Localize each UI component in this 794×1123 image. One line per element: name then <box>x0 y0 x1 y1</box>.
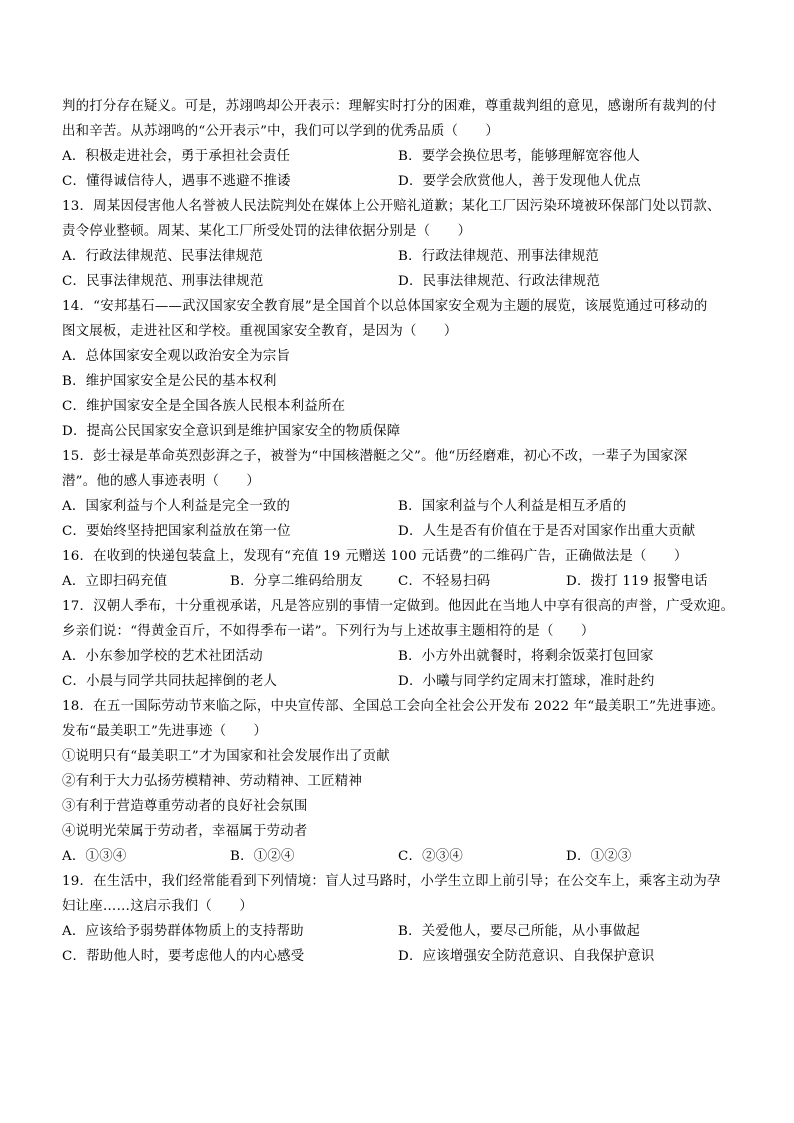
q17-stem-line-1: 17．汉朝人季布，十分重视承诺，凡是答应别的事情一定做到。他因此在当地人中享有很高的声誉，广受欢迎。 <box>62 599 735 614</box>
q19-option-a: A．应该给予弱势群体物质上的支持帮助 <box>62 924 304 939</box>
q16-stem: 16．在收到的快递包装盒上，发现有“充值 19 元赠送 100 元话费”的二维码广告，正确做法是（ ） <box>62 549 688 564</box>
q16-option-d: D．拨打 119 报警电话 <box>566 574 708 589</box>
q14-option-b: B．维护国家安全是公民的基本权利 <box>62 374 277 389</box>
q15-option-b: B．国家利益与个人利益是相互矛盾的 <box>398 499 627 514</box>
q19-stem-line-2: 妇让座……这启示我们（ ） <box>62 899 253 914</box>
q12-option-d: D．要学会欣赏他人，善于发现他人优点 <box>398 174 641 189</box>
q13-option-b: B．行政法律规范、刑事法律规范 <box>398 249 600 264</box>
q18-option-d: D．①②③ <box>566 849 632 864</box>
q13-stem-line-2: 责令停业整顿。周某、某化工厂所受处罚的法律依据分别是（ ） <box>62 224 472 239</box>
q15-option-c: C．要始终坚持把国家利益放在第一位 <box>62 524 291 539</box>
q15-option-a: A．国家利益与个人利益是完全一致的 <box>62 499 291 514</box>
q12-stem-line-2: 出和辛苦。从苏翊鸣的“公开表示”中，我们可以学到的优秀品质（ ） <box>62 124 500 139</box>
q13-option-a: A．行政法律规范、民事法律规范 <box>62 249 263 264</box>
q14-option-c: C．维护国家安全是全国各族人民根本利益所在 <box>62 399 346 414</box>
q14-option-a: A．总体国家安全观以政治安全为宗旨 <box>62 349 291 364</box>
q19-option-c: C．帮助他人时，要考虑他人的内心感受 <box>62 949 305 964</box>
q18-stem-line-1: 18．在五一国际劳动节来临之际，中央宣传部、全国总工会向全社会公开发布 2022 年“最美职工”先进事迹。 <box>62 699 725 714</box>
q17-option-b: B．小方外出就餐时，将剩余饭菜打包回家 <box>398 649 654 664</box>
q19-option-b: B．关爱他人，要尽己所能，从小事做起 <box>398 924 640 939</box>
q18-statement-4: ④说明光荣属于劳动者，幸福属于劳动者 <box>62 824 308 839</box>
q15-stem-line-1: 15．彭士禄是革命英烈彭湃之子，被誉为“中国核潜艇之父”。他“历经磨难，初心不改，一辈子为国家深 <box>62 449 688 464</box>
q14-stem-line-1: 14．“安邦基石——武汉国家安全教育展”是全国首个以总体国家安全观为主题的展览，该展览通过可移动的 <box>62 299 708 314</box>
q16-option-b: B．分享二维码给朋友 <box>230 574 363 589</box>
q18-statement-1: ①说明只有“最美职工”才为国家和社会发展作出了贡献 <box>62 749 390 764</box>
q18-statement-2: ②有利于大力弘扬劳模精神、劳动精神、工匠精神 <box>62 774 363 789</box>
q12-stem-line-1: 判的打分存在疑义。可是，苏翊鸣却公开表示：理解实时打分的困难，尊重裁判组的意见，感谢所有裁判的付 <box>62 99 717 114</box>
q16-option-a: A．立即扫码充值 <box>62 574 168 589</box>
q18-option-a: A．①③④ <box>62 849 127 864</box>
q19-option-d: D．应该增强安全防范意识、自我保护意识 <box>398 949 655 964</box>
q12-option-c: C．懂得诚信待人，遇事不逃避不推诿 <box>62 174 291 189</box>
q13-option-d: D．民事法律规范、行政法律规范 <box>398 274 600 289</box>
q18-option-b: B．①②④ <box>230 849 295 864</box>
q12-option-a: A．积极走进社会，勇于承担社会责任 <box>62 149 291 164</box>
q14-stem-line-2: 图文展板，走进社区和学校。重视国家安全教育，是因为（ ） <box>62 324 458 339</box>
q18-option-c: C．②③④ <box>398 849 464 864</box>
q16-option-c: C．不轻易扫码 <box>398 574 491 589</box>
q17-stem-line-2: 乡亲们说：“得黄金百斤，不如得季布一诺”。下列行为与上述故事主题相符的是（ ） <box>62 624 595 639</box>
q15-option-d: D．人生是否有价值在于是否对国家作出重大贡献 <box>398 524 696 539</box>
q13-stem-line-1: 13．周某因侵害他人名誉被人民法院判处在媒体上公开赔礼道歉；某化工厂因污染环境被环保部门处以罚款、 <box>62 199 721 214</box>
q13-option-c: C．民事法律规范、刑事法律规范 <box>62 274 264 289</box>
q19-stem-line-1: 19．在生活中，我们经常能看到下列情境：盲人过马路时，小学生立即上前引导；在公交车上，乘客主动为孕 <box>62 874 721 889</box>
q18-statement-3: ③有利于营造尊重劳动者的良好社会氛围 <box>62 799 308 814</box>
q17-option-c: C．小晨与同学共同扶起摔倒的老人 <box>62 674 278 689</box>
q14-option-d: D．提高公民国家安全意识到是维护国家安全的物质保障 <box>62 424 401 439</box>
q12-option-b: B．要学会换位思考，能够理解宽容他人 <box>398 149 640 164</box>
q17-option-a: A．小东参加学校的艺术社团活动 <box>62 649 263 664</box>
q17-option-d: D．小曦与同学约定周末打篮球，准时赴约 <box>398 674 655 689</box>
q15-stem-line-2: 潜”。他的感人事迹表明（ ） <box>62 474 261 489</box>
q18-stem-line-2: 发布“最美职工”先进事迹（ ） <box>62 724 268 739</box>
